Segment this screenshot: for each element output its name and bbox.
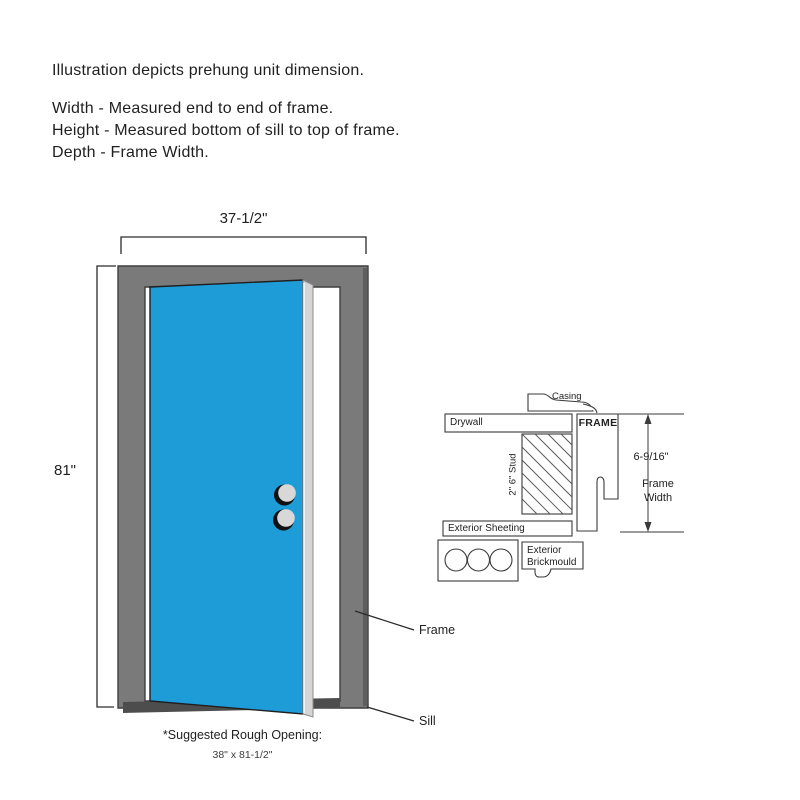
legend-height: Height - Measured bottom of sill to top of frame.: [52, 122, 400, 139]
rough-opening-size: 38" x 81-1/2": [212, 749, 273, 761]
height-dimension-line: [97, 266, 116, 707]
drywall-label: Drywall: [450, 417, 483, 428]
illustration-title: Illustration depicts prehung unit dimension.: [52, 62, 365, 79]
frame-width-label: Frame Width: [642, 478, 674, 504]
frame-profile-label: FRAME: [578, 417, 618, 429]
sill-leader-line: [367, 707, 414, 721]
stud-label: 2" 6" Stud: [507, 453, 519, 496]
frame-width-value: 6-9/16": [633, 451, 669, 463]
width-dimension-line: [121, 237, 366, 254]
frame-callout-label: Frame: [419, 623, 456, 637]
knob-face: [278, 484, 296, 502]
arrow-down-icon: [645, 522, 652, 532]
brickmould-label: Exterior Brickmould: [527, 545, 577, 568]
sill-callout-label: Sill: [419, 714, 436, 728]
frame-profile: [577, 414, 618, 531]
height-dimension-text: 81": [53, 462, 76, 479]
brickmould-profile: [438, 540, 518, 581]
casing-label: Casing: [552, 391, 582, 402]
rough-opening-note: *Suggested Rough Opening:: [162, 728, 323, 742]
deadbolt-face: [277, 509, 295, 527]
legend-width: Width - Measured end to end of frame.: [52, 100, 334, 117]
legend-depth: Depth - Frame Width.: [52, 144, 209, 161]
arrow-up-icon: [645, 414, 652, 424]
frame-width-dimension: [618, 414, 684, 532]
sheeting-label: Exterior Sheeting: [448, 523, 525, 534]
width-dimension-text: 37-1/2": [219, 210, 268, 227]
frame-shading: [363, 268, 367, 706]
